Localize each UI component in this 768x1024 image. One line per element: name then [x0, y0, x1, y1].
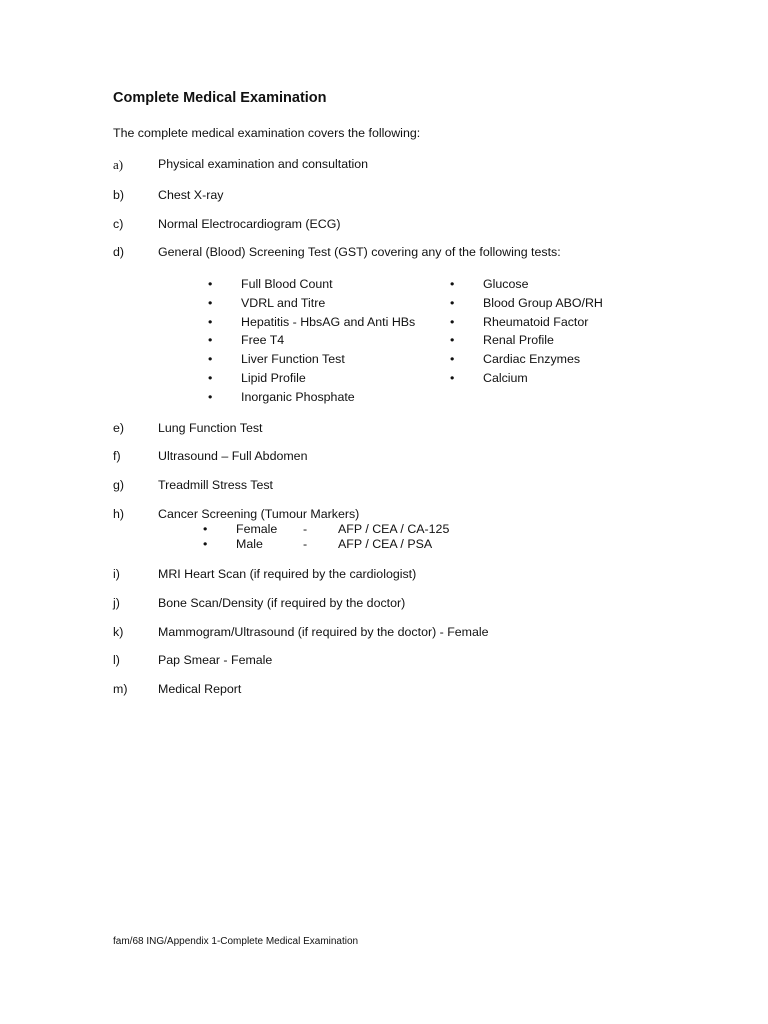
marker-tests: AFP / CEA / PSA	[338, 537, 433, 551]
list-item-g	[113, 478, 733, 494]
marker-sex: Male	[236, 537, 263, 551]
test-name: Glucose	[483, 277, 529, 291]
item-text: MRI Heart Scan (if required by the cardiologist)	[158, 567, 417, 581]
bullet-icon: •	[208, 352, 213, 367]
item-text: Lung Function Test	[158, 421, 263, 435]
intro-text: The complete medical examination covers the following:	[113, 126, 421, 140]
test-name: Liver Function Test	[241, 352, 345, 367]
bullet-icon: •	[208, 277, 213, 291]
test-name: Rheumatoid Factor	[483, 314, 589, 329]
marker-dash: -	[303, 537, 308, 551]
list-item-m	[113, 682, 733, 698]
item-letter: j)	[113, 596, 120, 610]
test-name: Calcium	[483, 370, 528, 385]
item-text: Ultrasound – Full Abdomen	[158, 449, 308, 463]
item-text: Treadmill Stress Test	[158, 478, 273, 492]
test-name: Full Blood Count	[241, 277, 333, 291]
list-item-d	[113, 245, 733, 261]
item-text: Chest X-ray	[158, 188, 224, 202]
bullet-icon: •	[208, 389, 213, 404]
list-item-e	[113, 421, 733, 437]
list-item-f	[113, 449, 733, 465]
item-letter: l)	[113, 653, 120, 667]
bullet-icon: •	[450, 277, 455, 291]
list-item-j	[113, 596, 733, 612]
list-item-b	[113, 188, 733, 204]
item-letter: i)	[113, 567, 120, 581]
page-title: Complete Medical Examination	[113, 90, 327, 106]
page-footer: fam/68 ING/Appendix 1-Complete Medical Examination	[113, 936, 359, 947]
bullet-icon: •	[208, 295, 213, 310]
item-text: Pap Smear - Female	[158, 653, 273, 667]
item-letter: b)	[113, 188, 125, 202]
item-text: Mammogram/Ultrasound (if required by the doctor) - Female	[158, 625, 489, 639]
list-item-h	[113, 507, 733, 523]
item-letter: c)	[113, 217, 124, 231]
item-text: Bone Scan/Density (if required by the doctor)	[158, 596, 406, 610]
list-item-c	[113, 217, 733, 233]
bullet-icon: •	[208, 314, 213, 329]
marker-sex: Female	[236, 522, 278, 536]
bullet-icon: •	[450, 295, 455, 310]
item-letter: m)	[113, 682, 128, 696]
test-name: Free T4	[241, 333, 285, 348]
test-name: Cardiac Enzymes	[483, 352, 581, 367]
test-name: Blood Group ABO/RH	[483, 295, 603, 310]
bullet-icon: •	[450, 352, 455, 367]
bullet-icon: •	[203, 522, 208, 536]
bullet-icon: •	[450, 314, 455, 329]
marker-tests: AFP / CEA / CA-125	[338, 522, 450, 536]
item-text: Medical Report	[158, 682, 242, 696]
item-text: Physical examination and consultation	[158, 157, 369, 171]
bullet-icon: •	[450, 333, 455, 348]
bullet-icon: •	[203, 537, 208, 551]
bullet-icon: •	[208, 333, 213, 348]
test-name: Lipid Profile	[241, 370, 306, 385]
item-text: Cancer Screening (Tumour Markers)	[158, 507, 360, 521]
list-item-l	[113, 653, 733, 669]
bullet-icon: •	[450, 370, 455, 385]
item-letter: g)	[113, 478, 125, 492]
marker-dash: -	[303, 522, 308, 536]
bullet-icon: •	[208, 370, 213, 385]
list-item-k	[113, 625, 733, 641]
item-text: General (Blood) Screening Test (GST) covering any of the following tests:	[158, 245, 561, 259]
item-letter: a)	[113, 157, 124, 172]
item-letter: h)	[113, 507, 125, 521]
test-name: VDRL and Titre	[241, 295, 326, 310]
item-letter: d)	[113, 245, 125, 259]
item-text: Normal Electrocardiogram (ECG)	[158, 217, 341, 231]
list-item-i	[113, 567, 733, 583]
test-name: Inorganic Phosphate	[241, 389, 355, 404]
item-letter: f)	[113, 449, 121, 463]
test-name: Hepatitis - HbsAG and Anti HBs	[241, 314, 416, 329]
item-letter: k)	[113, 625, 124, 639]
test-name: Renal Profile	[483, 333, 554, 348]
list-item-a	[113, 157, 733, 173]
item-letter: e)	[113, 421, 125, 435]
